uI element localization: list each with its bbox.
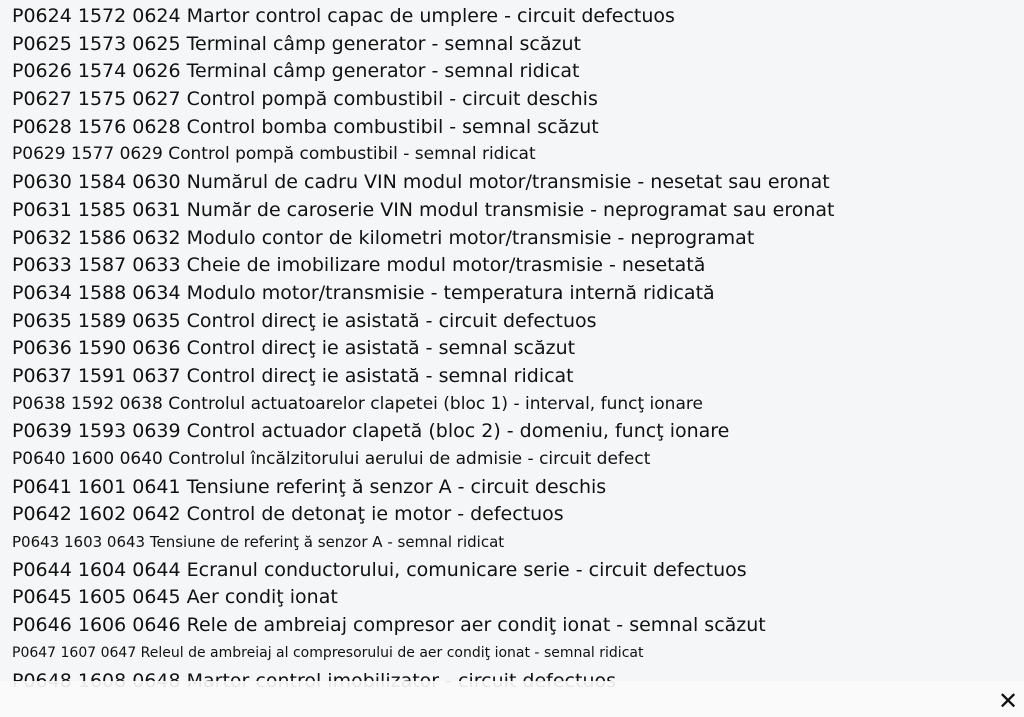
list-item: P0632 1586 0632 Modulo contor de kilometri motor/transmisie - neprogramat: [12, 226, 755, 249]
list-item: P0645 1605 0645 Aer condiţ ionat: [12, 586, 338, 609]
list-item: P0631 1585 0631 Număr de caroserie VIN modul transmisie - neprogramat sau eronat: [12, 198, 835, 221]
close-icon[interactable]: ✕: [997, 687, 1019, 715]
list-item: P0626 1574 0626 Terminal câmp generator - semnal ridicat: [12, 60, 580, 83]
list-item: P0646 1606 0646 Rele de ambreiaj compresor aer condiţ ionat - semnal scăzut: [12, 614, 766, 637]
bottom-overlay-bar: [0, 681, 1024, 717]
list-item: P0647 1607 0647 Releul de ambreiaj al compresorului de aer condiţ ionat - semnal ridicat: [12, 644, 644, 661]
list-item: P0638 1592 0638 Controlul actuatoarelor clapetei (bloc 1) - interval, funcţ ionare: [12, 393, 703, 414]
list-item: P0643 1603 0643 Tensiune de referinţ ă senzor A - semnal ridicat: [12, 533, 505, 552]
list-item: P0629 1577 0629 Control pompă combustibil - semnal ridicat: [12, 144, 536, 165]
list-item: P0644 1604 0644 Ecranul conductorului, comunicare serie - circuit defectuos: [12, 558, 747, 581]
list-item: P0633 1587 0633 Cheie de imobilizare modul motor/trasmisie - nesetată: [12, 254, 706, 277]
list-item: P0637 1591 0637 Control direcţ ie asistată - semnal ridicat: [12, 364, 574, 387]
list-item: P0636 1590 0636 Control direcţ ie asistată - semnal scăzut: [12, 337, 576, 360]
list-item: P0630 1584 0630 Numărul de cadru VIN modul motor/transmisie - nesetat sau eronat: [12, 171, 830, 194]
list-item: P0628 1576 0628 Control bomba combustibil - semnal scăzut: [12, 115, 599, 138]
list-item: P0624 1572 0624 Martor control capac de umplere - circuit defectuos: [12, 5, 675, 27]
list-item: P0635 1589 0635 Control direcţ ie asistată - circuit defectuos: [12, 309, 597, 332]
list-item: P0627 1575 0627 Control pompă combustibil - circuit deschis: [12, 88, 598, 111]
error-code-list: [12, 3, 834, 695]
list-item: P0625 1573 0625 Terminal câmp generator - semnal scăzut: [12, 32, 581, 55]
list-item: P0642 1602 0642 Control de detonaţ ie motor - defectuos: [12, 503, 564, 526]
list-item: P0639 1593 0639 Control actuador clapetă (bloc 2) - domeniu, funcţ ionare: [12, 420, 730, 443]
list-item: P0634 1588 0634 Modulo motor/transmisie - temperatura internă ridicată: [12, 281, 715, 304]
list-item: P0640 1600 0640 Controlul încălzitorului aerului de admisie - circuit defect: [12, 449, 651, 469]
list-item: P0641 1601 0641 Tensiune referinţ ă senzor A - circuit deschis: [12, 475, 607, 498]
